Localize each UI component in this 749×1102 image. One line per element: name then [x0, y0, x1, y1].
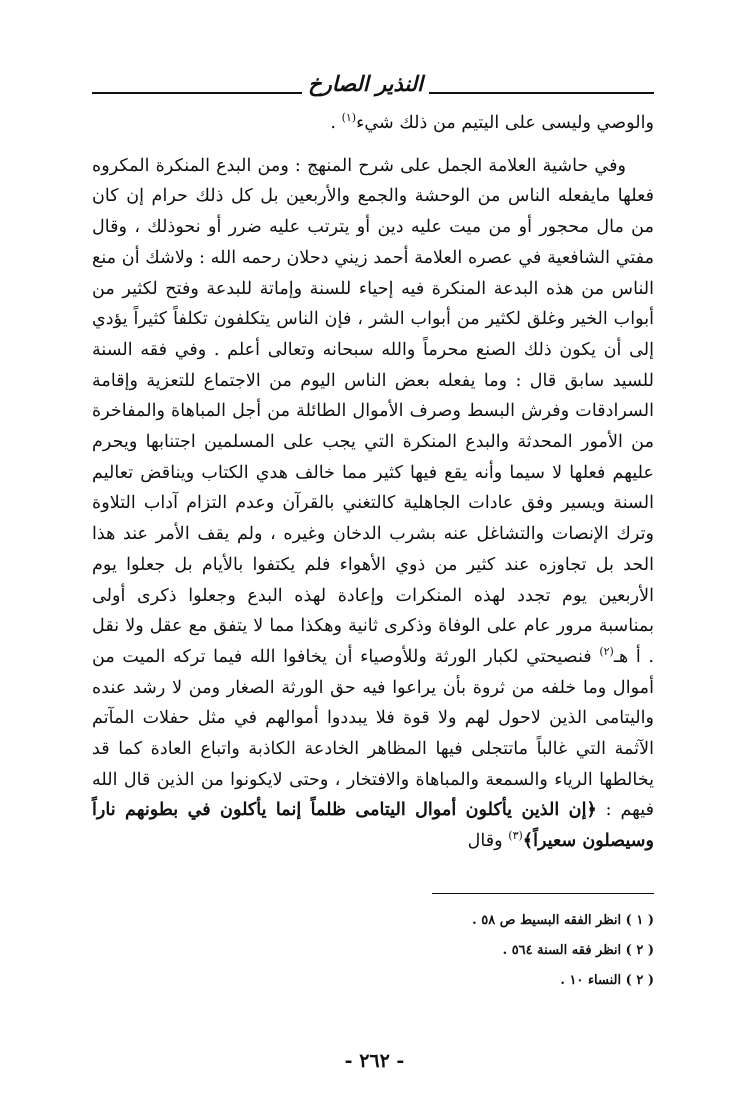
page-number: - ٢٦٢ -	[344, 1050, 405, 1072]
footnote-2: ( ٢ ) انظر فقه السنة ٥٦٤ .	[502, 943, 654, 958]
footnote-ref-2: (٢)	[599, 645, 614, 659]
header-title: النذير الصارخ	[302, 70, 429, 98]
paragraph-2-end: وقال	[467, 831, 509, 852]
footnotes	[92, 906, 654, 996]
footnote-3: ( ٢ ) النساء ١٠ .	[560, 973, 654, 988]
footnote-ref-1: (١)	[341, 111, 357, 125]
paragraph-1-text: والوصي وليسى على اليتيم من ذلك شيء	[356, 113, 654, 133]
running-header	[92, 70, 654, 100]
paragraph-1	[92, 108, 654, 139]
main-text	[92, 108, 654, 857]
footnote-1: ( ١ ) انظر الفقه البسيط ص ٥٨ .	[472, 913, 654, 928]
paragraph-2-text-continued: فنصيحتي لكبار الورثة وللأوصياء أن يخافوا الله فيما تركه الميت من أموال وما خلفه من ثروة بأن يراعوا فيه حق الورثة الصغار ومن لا رشد عنده واليتامى الذين لاحول لهم ولا قوة فلا يبددوا أموالهم في مثل حفلات المآتم الآثمة التي غالباً ماتتجلى فيها المظاهر الخادعة الكاذبة واتباع العادة كما قد يخالطها الرياء والسمعة والمباهاة والافتخار ، وحتى لايكونوا من الذين قال الله فيهم :	[92, 646, 654, 821]
footnote-separator	[432, 893, 654, 894]
footnote-ref-3: (٣)	[508, 829, 523, 843]
quran-quote: ﴿إن الذين يأكلون أموال اليتامى ظلماً إنما يأكلون في بطونهم ناراً وسيصلون سعيراً﴾	[92, 799, 654, 852]
paragraph-2-text: وفي حاشية العلامة الجمل على شرح المنهج : ومن البدع المنكرة المكروه فعلها مايفعله الناس من الوحشة والجمع والأربعين بل كل ذلك حرام إن كان من مال محجور أو من ميت عليه دين أو يترتب عليه ضرر أو نحوذلك ، وقال مفتي الشافعية في عصره العلامة أحمد زيني دحلان رحمه الله : ولاشك أن منع الناس من هذه البدعة المنكرة فيه إحياء للسنة وإماتة للبدعة وفتح لكثير من أبواب الخير وغلق لكثير من أبواب الشر ، فإن الناس يتكلفون تكلفاً كثيراً يؤدي إلى أن يكون ذلك الصنع محرماً والله سبحانه وتعالى أعلم . وفي فقه السنة للسيد سابق قال : وما يفعله بعض الناس اليوم من الاجتماع للتعزية وإقامة السرادقات وفرش البسط وصرف الأموال الطائلة من أجل المباهاة والمفاخرة من الأمور المحدثة والبدع المنكرة التي يجب على المسلمين اجتنابها ويحرم عليهم فعلها لا سيما وأنه يقع فيها كثير مما خالف هدي الكتاب ويناقض تعاليم السنة ويسير وفق عادات الجاهلية كالتغني بالقرآن وعدم التزام آداب التلاوة وترك الإنصات والتشاغل عنه بشرب الدخان وغيره ، ولم يقف الأمر عند هذا الحد بل تجاوزه عند كثير من ذوي الأهواء فلم يكتفوا بالأيام بل جعلوا يوم الأربعين يوم تجدد لهذه المنكرات وإعادة لهذه البدع وجعلوا ذكرى أولى بمناسبة مرور عام على الوفاة وذكرى ثانية وهكذا مما لا يتفق مع عقل ولا نقل . أ هـ	[92, 155, 655, 667]
paragraph-2	[92, 151, 654, 857]
paragraph-1-end: .	[330, 113, 342, 133]
